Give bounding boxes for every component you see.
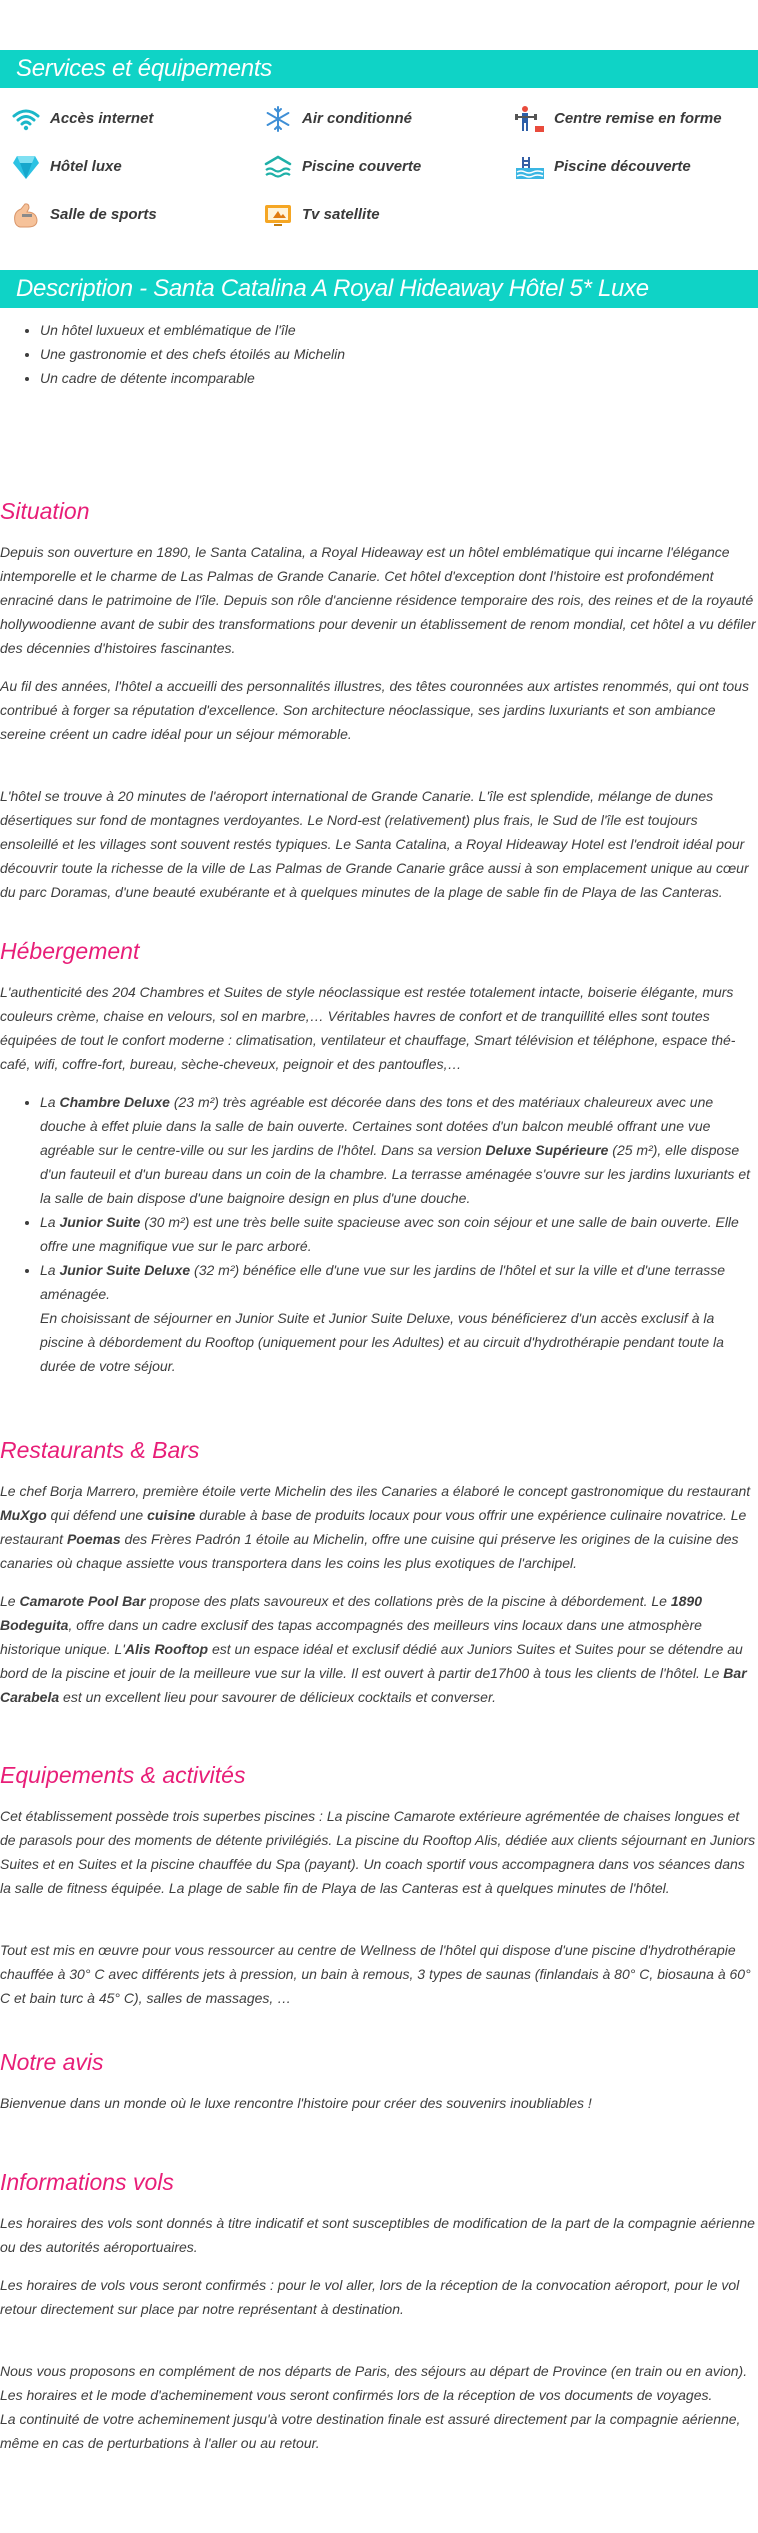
paragraph: Le chef Borja Marrero, première étoile verte Michelin des iles Canaries a élaboré le concept gastronomique du restaurant MuXgo qui défend une cuisine durable à base de produits locaux pour vous offrir une expérience culinaire novatrice. Le restaurant Poemas des Frères Padrón 1 étoile au Michelin, offre une cuisine qui préserve les origines de la cuisine des canaries où chaque assiette vous transportera dans les coins les plus exotiques de l'archipel. (0, 1483, 751, 1571)
room-list (0, 1090, 758, 1378)
service-label: Hôtel luxe (50, 158, 122, 175)
service-label: Piscine couverte (302, 158, 422, 175)
paragraph: Le Camarote Pool Bar propose des plats savoureux et des collations près de la piscine à débordement. Le 1890 Bodeguita, offre dans un cadre exclusif des tapas accompagnés des meilleurs vins locaux dans une atmosphère historique unique. L'Alis Rooftop est un espace idéal et exclusif dédié aux Juniors Suites et Suites pour se détendre au bord de la piscine et jouir de la meilleure vue sur la ville. Il est ouvert à partir de17h00 à tous les clients de l'hôtel. Le Bar Carabela est un excellent lieu pour savourer de délicieux cocktails et converser. (0, 1593, 747, 1705)
wifi-icon (10, 104, 42, 134)
paragraph: L'authenticité des 204 Chambres et Suites de style néoclassique est restée totalement intacte, boiserie élégante, murs couleurs crème, chaise en velours, sol en marbre,… Véritables havres de confort et de tranquillité elles sont toutes équipées de tout le confort moderne : climatisation, ventilateur et chauffage, Smart télévision et téléphone, espace thé-café, wifi, coffre-fort, bureau, sèche-cheveux, peignoir et des pantoufles,… (0, 984, 736, 1072)
fitness-icon (514, 104, 546, 134)
paragraph: Depuis son ouverture en 1890, le Santa Catalina, a Royal Hideaway est un hôtel emblématique qui incarne l'élégance intemporelle et le charme de Las Palmas de Grande Canarie. Cet hôtel d'exception dont l'histoire est profondément enraciné dans le patrimoine de l'île. Depuis son rôle d'ancienne résidence temporaire des rois, des reines et de la royauté hollywoodienne avant de subir des transformations pour devenir un établissement de renom mondial, cet hôtel a vu défiler des décennies d'histoires fascinantes. (0, 544, 756, 656)
snowflake-icon (262, 104, 294, 134)
service-item (514, 104, 722, 134)
service-label: Accès internet (50, 110, 154, 127)
service-label: Centre remise en forme (554, 110, 722, 127)
section-title: Situation (0, 498, 90, 524)
service-item (10, 200, 157, 230)
situation-section (0, 496, 758, 904)
paragraph: Les horaires de vols vous seront confirmés : pour le vol aller, lors de la réception de la convocation aéroport, pour le vol retour directement sur place par notre représentant à destination. (0, 2277, 740, 2317)
indoor-pool-icon (262, 152, 294, 182)
services-grid (0, 88, 758, 262)
section-title: Notre avis (0, 2049, 104, 2075)
service-item (262, 104, 412, 134)
service-label: Air conditionné (302, 110, 412, 127)
list-item: • Un cadre de détente incomparable (40, 366, 758, 390)
gym-icon (10, 200, 42, 230)
service-item (262, 152, 421, 182)
service-item (262, 200, 380, 230)
paragraph: Les horaires des vols sont donnés à titre indicatif et sont susceptibles de modification de la part de la compagnie aérienne ou des autorités aéroportuaires. (0, 2215, 755, 2255)
paragraph: Au fil des années, l'hôtel a accueilli des personnalités illustres, des têtes couronnées aux artistes renommés, qui ont tous contribué à forger sa réputation d'excellence. Son architecture néoclassique, ses jardins luxuriants et son ambiance sereine créent un cadre idéal pour un séjour mémorable. (0, 678, 749, 742)
list-item: • Un hôtel luxueux et emblématique de l'île (40, 318, 758, 342)
service-item (10, 104, 153, 134)
service-item (514, 152, 691, 182)
restaurants-section (0, 1435, 758, 1709)
section-title: Equipements & activités (0, 1762, 246, 1788)
avis-section (0, 2047, 758, 2115)
section-title: Restaurants & Bars (0, 1437, 200, 1463)
paragraph: Cet établissement possède trois superbes piscines : La piscine Camarote extérieure agrémentée de chaises longues et de parasols pour des moments de détente privilégiés. La piscine du Rooftop Alis, dédiée aux clients séjournant en Juniors Suites et en Suites et la piscine chauffée du Spa (payant). Un coach sportif vous accompagnera dans vos séances dans la salle de fitness équipée. La plage de sable fin de Playa de las Canteras est à quelques minutes de l'hôtel. (0, 1808, 756, 1896)
hebergement-section (0, 936, 758, 1378)
tv-icon (262, 200, 294, 230)
paragraph: Nous vous proposons en complément de nos départs de Paris, des séjours au départ de Province (en train ou en avion). Les horaires et le mode d'acheminement vous seront confirmés lors de la réception de vos documents de voyages. La continuité de votre acheminement jusqu'à votre destination finale est assuré directement par la compagnie aérienne, même en cas de perturbations à l'aller ou au retour. (0, 2363, 748, 2451)
services-title: Services et équipements (0, 50, 758, 88)
description-title: Description - Santa Catalina A Royal Hideaway Hôtel 5* Luxe (0, 270, 758, 308)
service-label: Salle de sports (50, 206, 157, 223)
service-label: Piscine découverte (554, 158, 691, 175)
equipements-section (0, 1760, 758, 2010)
outdoor-pool-icon (514, 152, 546, 182)
section-title: Informations vols (0, 2169, 174, 2195)
diamond-icon (10, 152, 42, 182)
highlights-list (0, 318, 758, 390)
service-item (10, 152, 122, 182)
paragraph: Bienvenue dans un monde où le luxe rencontre l'histoire pour créer des souvenirs inoubliables ! (0, 2095, 592, 2111)
list-item: • Une gastronomie et des chefs étoilés au Michelin (40, 342, 758, 366)
list-item: • La Junior Suite (30 m²) est une très belle suite spacieuse avec son coin séjour et une salle de bain ouverte. Elle offre une magnifique vue sur le parc arboré. (40, 1210, 758, 1258)
paragraph: L'hôtel se trouve à 20 minutes de l'aéroport international de Grande Canarie. L'île est splendide, mélange de dunes désertiques sur fond de montagnes verdoyantes. Le Nord-est (relativement) plus frais, le Sud de l'île est toujours ensoleillé et les villages sont souvent restés typiques. Le Santa Catalina, a Royal Hideaway Hotel est l'endroit idéal pour découvrir toute la richesse de la ville de Las Palmas de Grande Canarie grâce aussi à son emplacement unique au cœur du parc Doramas, d'une beauté exubérante et à quelques minutes de la plage de sable fin de Playa de las Canteras. (0, 788, 749, 900)
list-item: • La Junior Suite Deluxe (32 m²) bénéfice elle d'une vue sur les jardins de l'hôtel et sur la ville et d'une terrasse aménagée. En choisissant de séjourner en Junior Suite et Junior Suite Deluxe, vous bénéficierez d'un accès exclusif à la piscine à débordement du Rooftop (uniquement pour les Adultes) et au circuit d'hydrothérapie pendant toute la durée de votre séjour. (40, 1258, 758, 1378)
paragraph: Tout est mis en œuvre pour vous ressourcer au centre de Wellness de l'hôtel qui dispose d'une piscine d'hydrothérapie chauffée à 30° C avec différents jets à pression, un bain à remous, 3 types de saunas (finlandais à 80° C, biosauna à 60° C et bain turc à 45° C), salles de massages, … (0, 1942, 751, 2006)
section-title: Hébergement (0, 938, 140, 964)
service-label: Tv satellite (302, 206, 380, 223)
list-item: • La Chambre Deluxe (23 m²) très agréable est décorée dans des tons et des matériaux chaleureux avec une douche à effet pluie dans la salle de bain ouverte. Certaines sont dotées d'un balcon meublé offrant une vue agréable sur le centre-ville ou sur les jardins de l'hôtel. Dans sa version Deluxe Supérieure (25 m²), elle dispose d'un fauteuil et d'un bureau dans un coin de la chambre. La terrasse aménagée s'ouvre sur les jardins luxuriants et la salle de bain dispose d'une baignoire design en plus d'une douche. (40, 1090, 758, 1210)
vols-section (0, 2167, 758, 2455)
